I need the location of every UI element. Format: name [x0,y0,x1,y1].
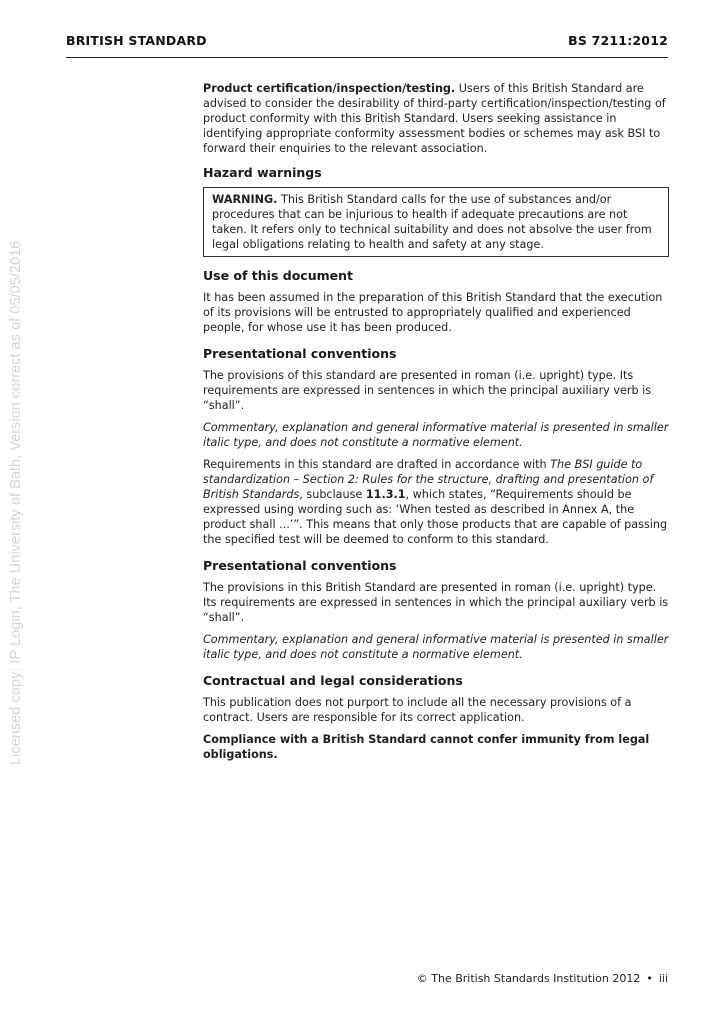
use-of-document-heading: Use of this document [203,268,353,283]
product-certification-paragraph [203,81,669,156]
footer-copyright: © The British Standards Institution 2012 [416,972,641,985]
conventions-1-paragraph-1: The provisions of this standard are presented in roman (i.e. upright) type. Its requirements are expressed in sentences in which the principal auxiliary verb is “shall”. [203,369,652,412]
compliance-statement: Compliance with a British Standard cannot confer immunity from legal obligations. [203,733,650,761]
conventions-1-p3-e: , which states, “Requirements should be expressed using wording such as: ‘When tested as described in Annex A, the product shall ...’”. This means that only those products that are capable of passing the specified test will be deemed to conform to this standard. [203,488,668,546]
header-standard-number: BS 7211:2012 [568,33,668,48]
presentational-conventions-heading-1: Presentational conventions [203,346,397,361]
footer-bullet: • [646,972,653,985]
use-of-document-text: It has been assumed in the preparation of this British Standard that the execution of its provisions will be entrusted to appropriately qualified and experienced people, for whose use it has been produced. [203,291,663,334]
warning-lead: WARNING. [212,193,278,206]
presentational-conventions-heading-2: Presentational conventions [203,558,397,573]
product-certification-lead: Product certification/inspection/testing. [203,82,456,95]
watermark-text: Licensed copy: IP Login, The University of Bath, Version correct as of 05/05/2016 [8,240,24,765]
contractual-paragraph-1: This publication does not purport to include all the necessary provisions of a contract. Users are responsible for its correct application. [203,696,632,724]
warning-box [203,187,669,257]
conventions-1-paragraph-3 [203,457,669,547]
main-content [203,81,669,769]
header-standard-label: BRITISH STANDARD [66,33,207,48]
subclause-number: 11.3.1 [365,488,406,501]
footer-page-number: iii [658,972,668,985]
contractual-legal-heading: Contractual and legal considerations [203,673,463,688]
conventions-1-p3-a: Requirements in this standard are drafted in accordance with [203,458,551,471]
conventions-2-commentary: Commentary, explanation and general informative material is presented in smaller italic type, and does not constitute a normative element. [203,633,669,661]
conventions-1-p3-c: , subclause [299,488,366,501]
warning-text: This British Standard calls for the use of substances and/or procedures that can be injurious to health if adequate precautions are not taken. It refers only to technical suitability and does not absolve the user from legal obligations relating to health and safety at any stage. [212,193,652,251]
conventions-1-commentary: Commentary, explanation and general informative material is presented in smaller italic type, and does not constitute a normative element. [203,421,669,449]
bsi-guide-title: The BSI guide to standardization – Section 2: Rules for the structure, drafting and presentation of British Standards [203,458,654,501]
page-footer [417,972,668,985]
hazard-warnings-heading: Hazard warnings [203,165,322,180]
license-watermark [5,235,27,765]
product-certification-text: Users of this British Standard are advised to consider the desirability of third-party certification/inspection/testing of product conformity with this British Standard. Users seeking assistance in identifying appropriate conformity assessment bodies or schemes may ask BSI to forward their enquiries to the relevant association. [203,82,666,155]
page-header [66,33,668,58]
conventions-2-paragraph-1: The provisions in this British Standard are presented in roman (i.e. upright) type. Its requirements are expressed in sentences in which the principal auxiliary verb is “shall”. [203,581,669,624]
